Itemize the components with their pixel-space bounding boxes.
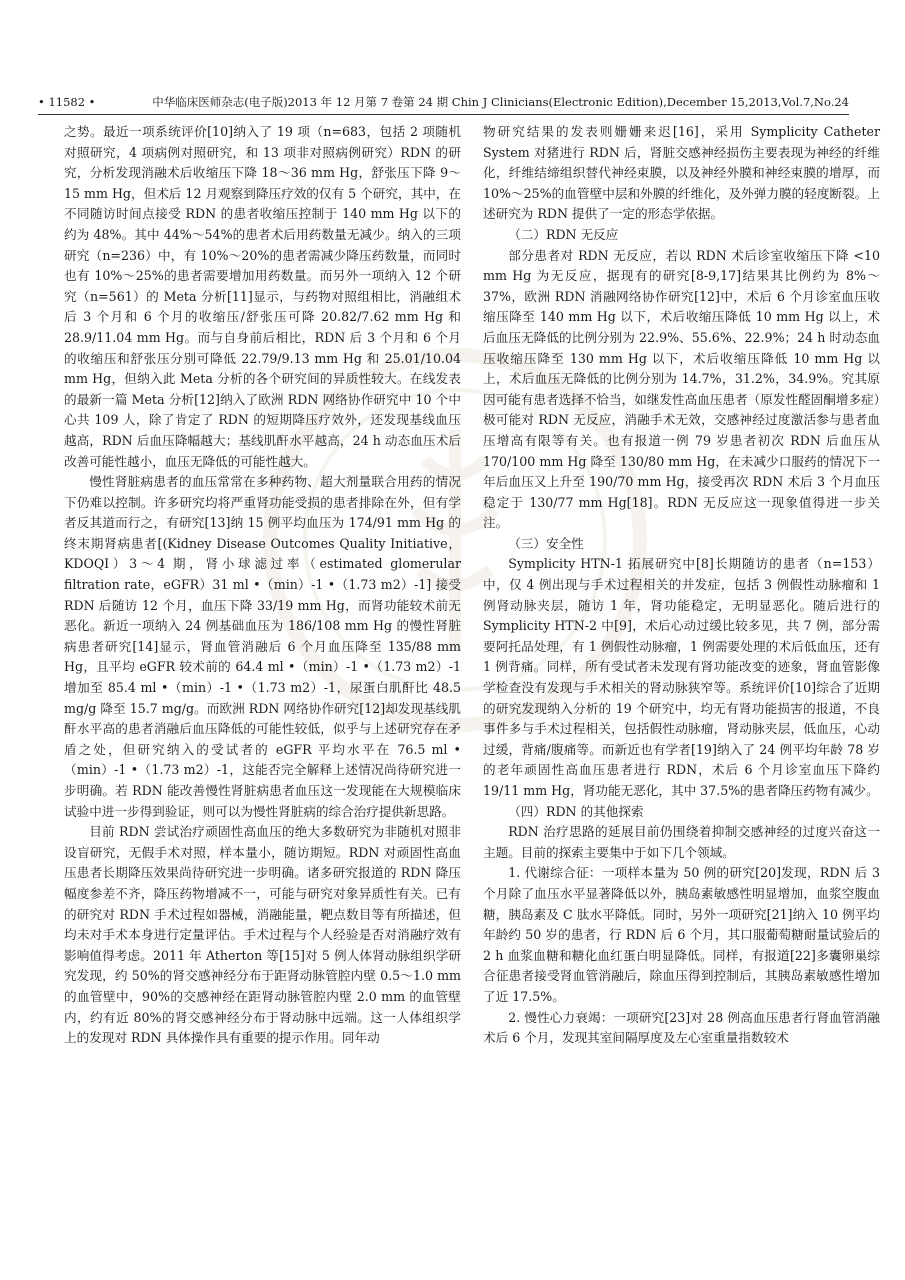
left-column: [64, 122, 461, 1049]
body-paragraph: 1. 代谢综合征：一项样本量为 50 例的研究[20]发现，RDN 后 3 个月除了血压水平显著降低以外，胰岛素敏感性明显增加，血浆空腹血糖，胰岛素及 C 肽水平降低。同时，另外一项研究[21]纳入 10 例平均年龄约 50 岁的患者，行 RDN 后 6 个月，其口服葡萄糖耐量试验后的 2 h 血浆血糖和糖化血红蛋白明显降低。同样，有报道[22]多囊卵巢综合征患者接受肾血管消融后，除血压得到控制后，其胰岛素敏感性增加了近 17.5%。: [483, 865, 880, 1004]
header-rule: [38, 114, 849, 115]
section-heading: （四）RDN 的其他探索: [508, 803, 644, 819]
section-heading: （三）安全性: [508, 535, 584, 551]
body-paragraph: RDN 治疗思路的延展目前仍围绕着抑制交感神经的过度兴奋这一主题。目前的探索主要集中于如下几个领域。: [483, 824, 880, 860]
body-paragraph: 部分患者对 RDN 无反应，若以 RDN 术后诊室收缩压下降 <10 mm Hg 为无反应，据现有的研究[8-9,17]结果其比例约为 8%～37%，欧洲 RDN 消融网络协作研究[12]中，术后 6 个月诊室血压收缩压降至 140 mm Hg 以下，术后收缩压降低 10 mm Hg 以上，术后血压无降低的比例分别为 22.9%、55.6%、22.9%；24 h 时动态血压收缩压降至 130 mm Hg 以下，术后收缩压降低 10 mm Hg 以上，术后血压无降低的比例分别为 14.7%，31.2%，34.9%。究其原因可能有患者选择不恰当，如继发性高血压患者（原发性醛固酮增多症）极可能对 RDN 无反应，消融手术无效，交感神经过度激活参与患者血压增高有限等有关。也有报道一例 79 岁患者初次 RDN 后血压从 170/100 mm Hg 降至 130/80 mm Hg，在未减少口服药的情况下一年后血压又上升至 190/70 mm Hg，接受再次 RDN 术后 3 个月血压稳定于 130/77 mm Hg[18]。RDN 无反应这一现象值得进一步关注。: [483, 247, 880, 531]
right-column: [483, 122, 880, 1049]
body-paragraph: 2. 慢性心力衰竭：一项研究[23]对 28 例高血压患者行肾血管消融术后 6 个月，发现其室间隔厚度及左心室重量指数较术: [483, 1009, 880, 1046]
body-paragraph: 慢性肾脏病患者的血压常常在多种药物、超大剂量联合用药的情况下仍难以控制。许多研究均将严重肾功能受损的患者排除在外，但有学者反其道而行之，有研究[13]纳 15 例平均血压为 174/91 mm Hg 的终末期肾病患者[(Kidney Disease Outcomes Quality Initiative，KDOQI）3～4 期，肾小球滤过率（estimated glomerular filtration rate，eGFR）31 ml •（min）-1 •（1.73 m2）-1] 接受 RDN 后随访 12 个月，血压下降 33/19 mm Hg，而肾功能较术前无恶化。新近一项纳入 24 例基础血压为 186/108 mm Hg 的慢性肾脏病患者研究[14]显示，肾血管消融后 6 个月血压降至 135/88 mm Hg，且平均 eGFR 较术前的 64.4 ml •（min）-1 •（1.73 m2）-1 增加至 85.4 ml •（min）-1 •（1.73 m2）-1，尿蛋白肌酐比 48.5 mg/g 降至 15.7 mg/g。而欧洲 RDN 网络协作研究[12]却发现基线肌酐水平高的患者消融后血压降低的可能性较低，似乎与上述研究存在矛盾之处，但研究纳入的受试者的 eGFR 平均水平在 76.5 ml •（min）-1 •（1.73 m2）-1，这能否完全解释上述情况尚待研究进一步明确。若 RDN 能改善慢性肾脏病患者血压这一发现能在大规模临床试验中进一步得到验证，则可以为慢性肾脏病的综合治疗提供新思路。: [64, 474, 461, 819]
section-heading: （二）RDN 无反应: [508, 226, 619, 242]
body-paragraph: 之势。最近一项系统评价[10]纳入了 19 项（n=683，包括 2 项随机对照研究，4 项病例对照研究，和 13 项非对照病例研究）RDN 的研究，分析发现消融术后收缩压下降 18～36 mm Hg，舒张压下降 9～15 mm Hg，但术后 12 月观察到降压疗效的仅有 5 个研究，其中，在不同随访时间点接受 RDN 的患者收缩压控制于 140 mm Hg 以下的约为 48%。其中 44%～54%的患者术后用药数量无减少。纳入的三项研究（n=236）中，有 10%～20%的患者需减少降压药数量，而同时也有 10%～25%的患者需要增加用药数量。而另外一项纳入 12 个研究（n=561）的 Meta 分析[11]显示，与药物对照组相比，消融组术后 3 个月和 6 个月的收缩压/舒张压可降 20.82/7.62 mm Hg 和 28.9/11.04 mm Hg。而与自身前后相比，RDN 后 3 个月和 6 个月的收缩压和舒张压分别可降低 22.79/9.13 mm Hg 和 25.01/10.04 mm Hg，但纳入此 Meta 分析的各个研究间的异质性较大。在线发表的最新一篇 Meta 分析[12]纳入了欧洲 RDN 网络协作研究中 10 个中心共 109 人，除了肯定了 RDN 的短期降压疗效外，还发现基线血压越高，RDN 后血压降幅越大；基线肌酐水平越高，24 h 动态血压术后改善可能性越小，血压无降低的可能性越大。: [64, 124, 461, 469]
page-header: [38, 92, 849, 112]
running-head: 中华临床医师杂志(电子版)2013 年 12 月第 7 卷第 24 期 Chin J Clinicians(Electronic Edition),December 15,2013,Vol.7,No.24: [152, 95, 849, 109]
body-paragraph: 目前 RDN 尝试治疗顽固性高血压的绝大多数研究为非随机对照非设盲研究，无假手术对照，样本量小，随访期短。RDN 对顽固性高血压患者长期降压效果尚待研究进一步明确。诸多研究报道的 RDN 降压幅度参差不齐，降压药物增减不一，可能与研究对象异质性有关。已有的研究对 RDN 手术过程如器械，消融能量，靶点数目等有所描述，但均未对手术本身进行定量评估。手术过程与个人经验是否对消融疗效有影响值得考虑。2011 年 Atherton 等[15]对 5 例人体肾动脉组织学研究发现，约 50%的肾交感神经分布于距肾动脉管腔内壁 0.5～1.0 mm 的血管壁中，90%的交感神经在距肾动脉管腔内壁 2.0 mm 的血管壁内，约有近 80%的肾交感神经分布于肾动脉中远端。这一人体组织学上的发现对 RDN 具体操作具有重要的提示作用。同年动: [64, 824, 461, 1046]
page-number: • 11582 •: [38, 95, 96, 109]
body-paragraph: Symplicity HTN-1 拓展研究中[8]长期随访的患者（n=153）中，仅 4 例出现与手术过程相关的并发症，包括 3 例假性动脉瘤和 1 例肾动脉夹层，随访 1 年，肾功能稳定，无明显恶化。随后进行的 Symplicity HTN-2 中[9]，术后心动过缓比较多见，共 7 例，部分需要阿托品处理，有 1 例假性动脉瘤，1 例需要处理的术后低血压，还有 1 例背痛。同样，所有受试者未发现有肾功能改变的迹象，肾血管影像学检查没有发现与手术相关的肾动脉狭窄等。系统评价[10]综合了近期的研究发现纳入分析的 19 个研究中，均无有肾功能损害的报道，不良事件多与手术过程相关，包括假性动脉瘤，肾动脉夹层，低血压，心动过缓，背痛/腹痛等。而新近也有学者[19]纳入了 24 例平均年龄 78 岁的老年顽固性高血压患者进行 RDN，术后 6 个月诊室血压下降约 19/11 mm Hg，肾功能无恶化，其中 37.5%的患者降压药物有减少。: [483, 556, 880, 798]
body-paragraph: 物研究结果的发表则姗姗来迟[16]，采用 Symplicity Catheter System 对猪进行 RDN 后，肾脏交感神经损伤主要表现为神经的纤维化，纤维结缔组织替代神经束膜，以及神经外膜和神经束膜的增厚，而 10%～25%的血管壁中层和外膜的纤维化，及外弹力膜的轻度断裂。上述研究为 RDN 提供了一定的形态学依据。: [483, 124, 880, 222]
